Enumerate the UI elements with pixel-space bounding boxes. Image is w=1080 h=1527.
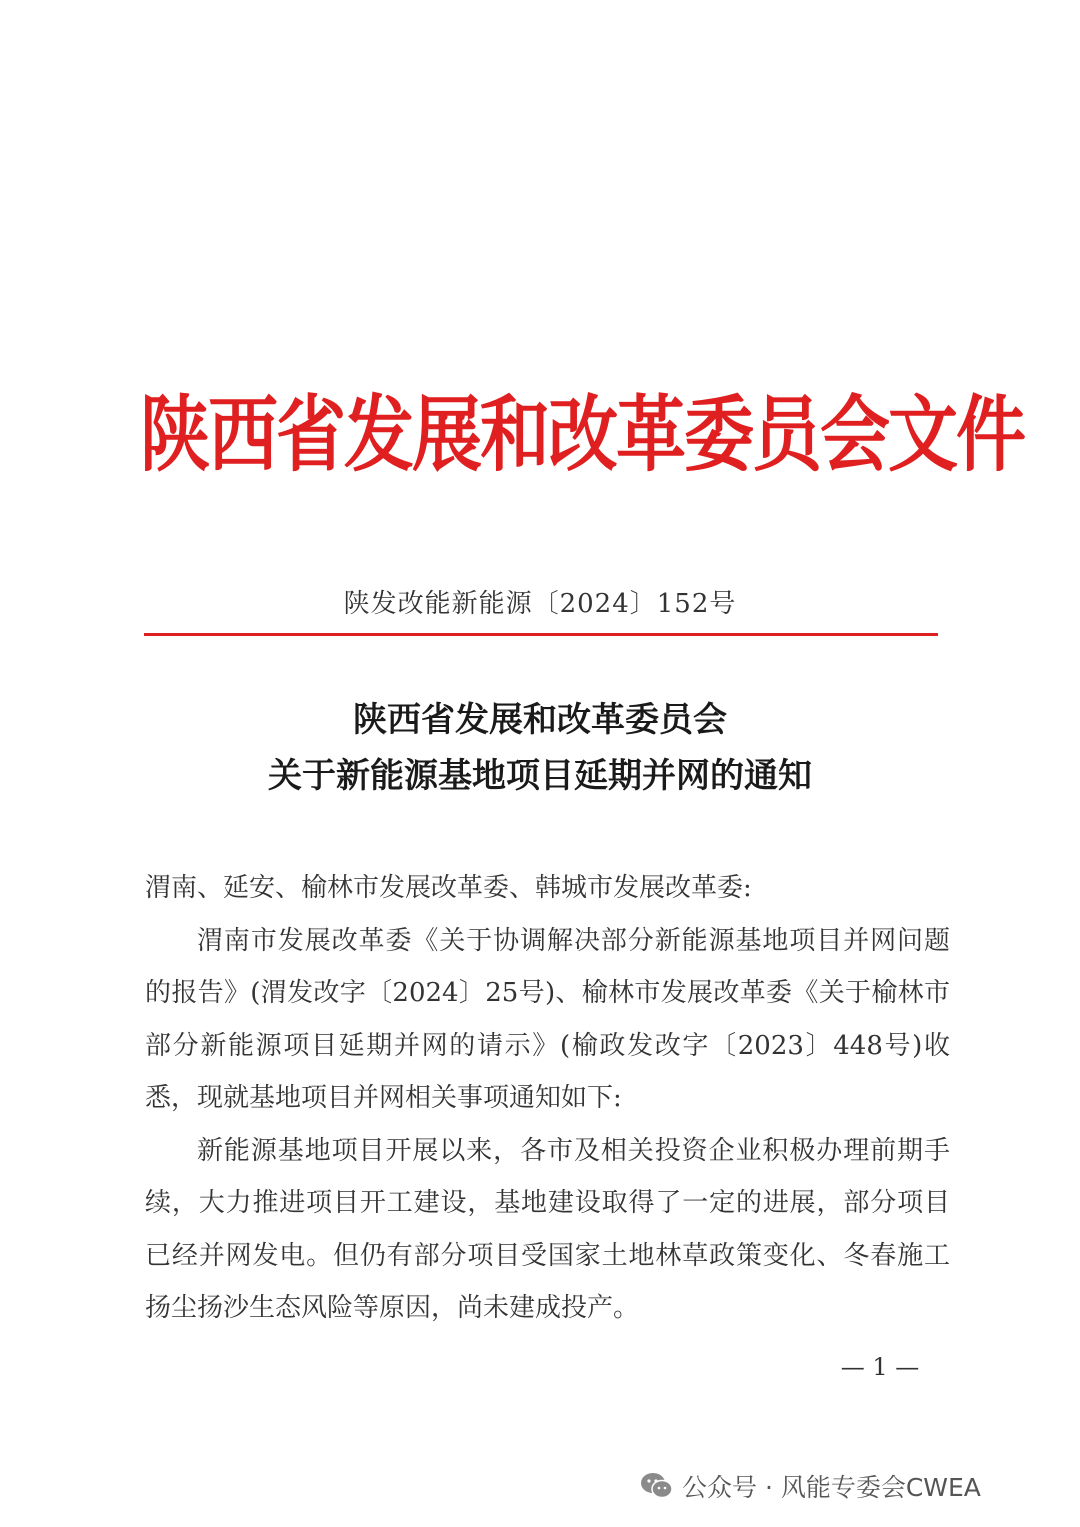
notice-title-line2: 关于新能源基地项目延期并网的通知 xyxy=(268,756,812,796)
body-paragraph-2: 新能源基地项目开展以来，各市及相关投资企业积极办理前期手续，大力推进项目开工建设，基地建设取得了一定的进展，部分项目已经并网发电。但仍有部分项目受国家土地林草政策变化、冬春施工扬尘扬沙生态风险等原因，尚未建成投产。 xyxy=(145,1135,950,1323)
wechat-icon xyxy=(640,1471,674,1501)
document-number: 陕发改能新能源〔2024〕152号 xyxy=(343,589,737,619)
watermark-text: 公众号 · 风能专委会CWEA xyxy=(682,1473,981,1502)
notice-body xyxy=(145,862,950,1335)
notice-title xyxy=(100,692,980,804)
recipients-line: 渭南、延安、榆林市发展改革委、韩城市发展改革委: xyxy=(145,873,752,903)
red-divider xyxy=(144,633,938,636)
page-number: — 1 — xyxy=(840,1353,920,1381)
body-paragraph-1: 渭南市发展改革委《关于协调解决部分新能源基地项目并网问题的报告》(渭发改字〔2024〕25号)、榆林市发展改革委《关于榆林市部分新能源项目延期并网的请示》(榆政发改字〔2023〕448号)收悉，现就基地项目并网相关事项通知如下: xyxy=(145,925,950,1113)
issuer-header: 陕西省发展和改革委员会文件 xyxy=(140,386,1024,484)
watermark xyxy=(640,1466,981,1506)
notice-title-line1: 陕西省发展和改革委员会 xyxy=(353,700,727,740)
